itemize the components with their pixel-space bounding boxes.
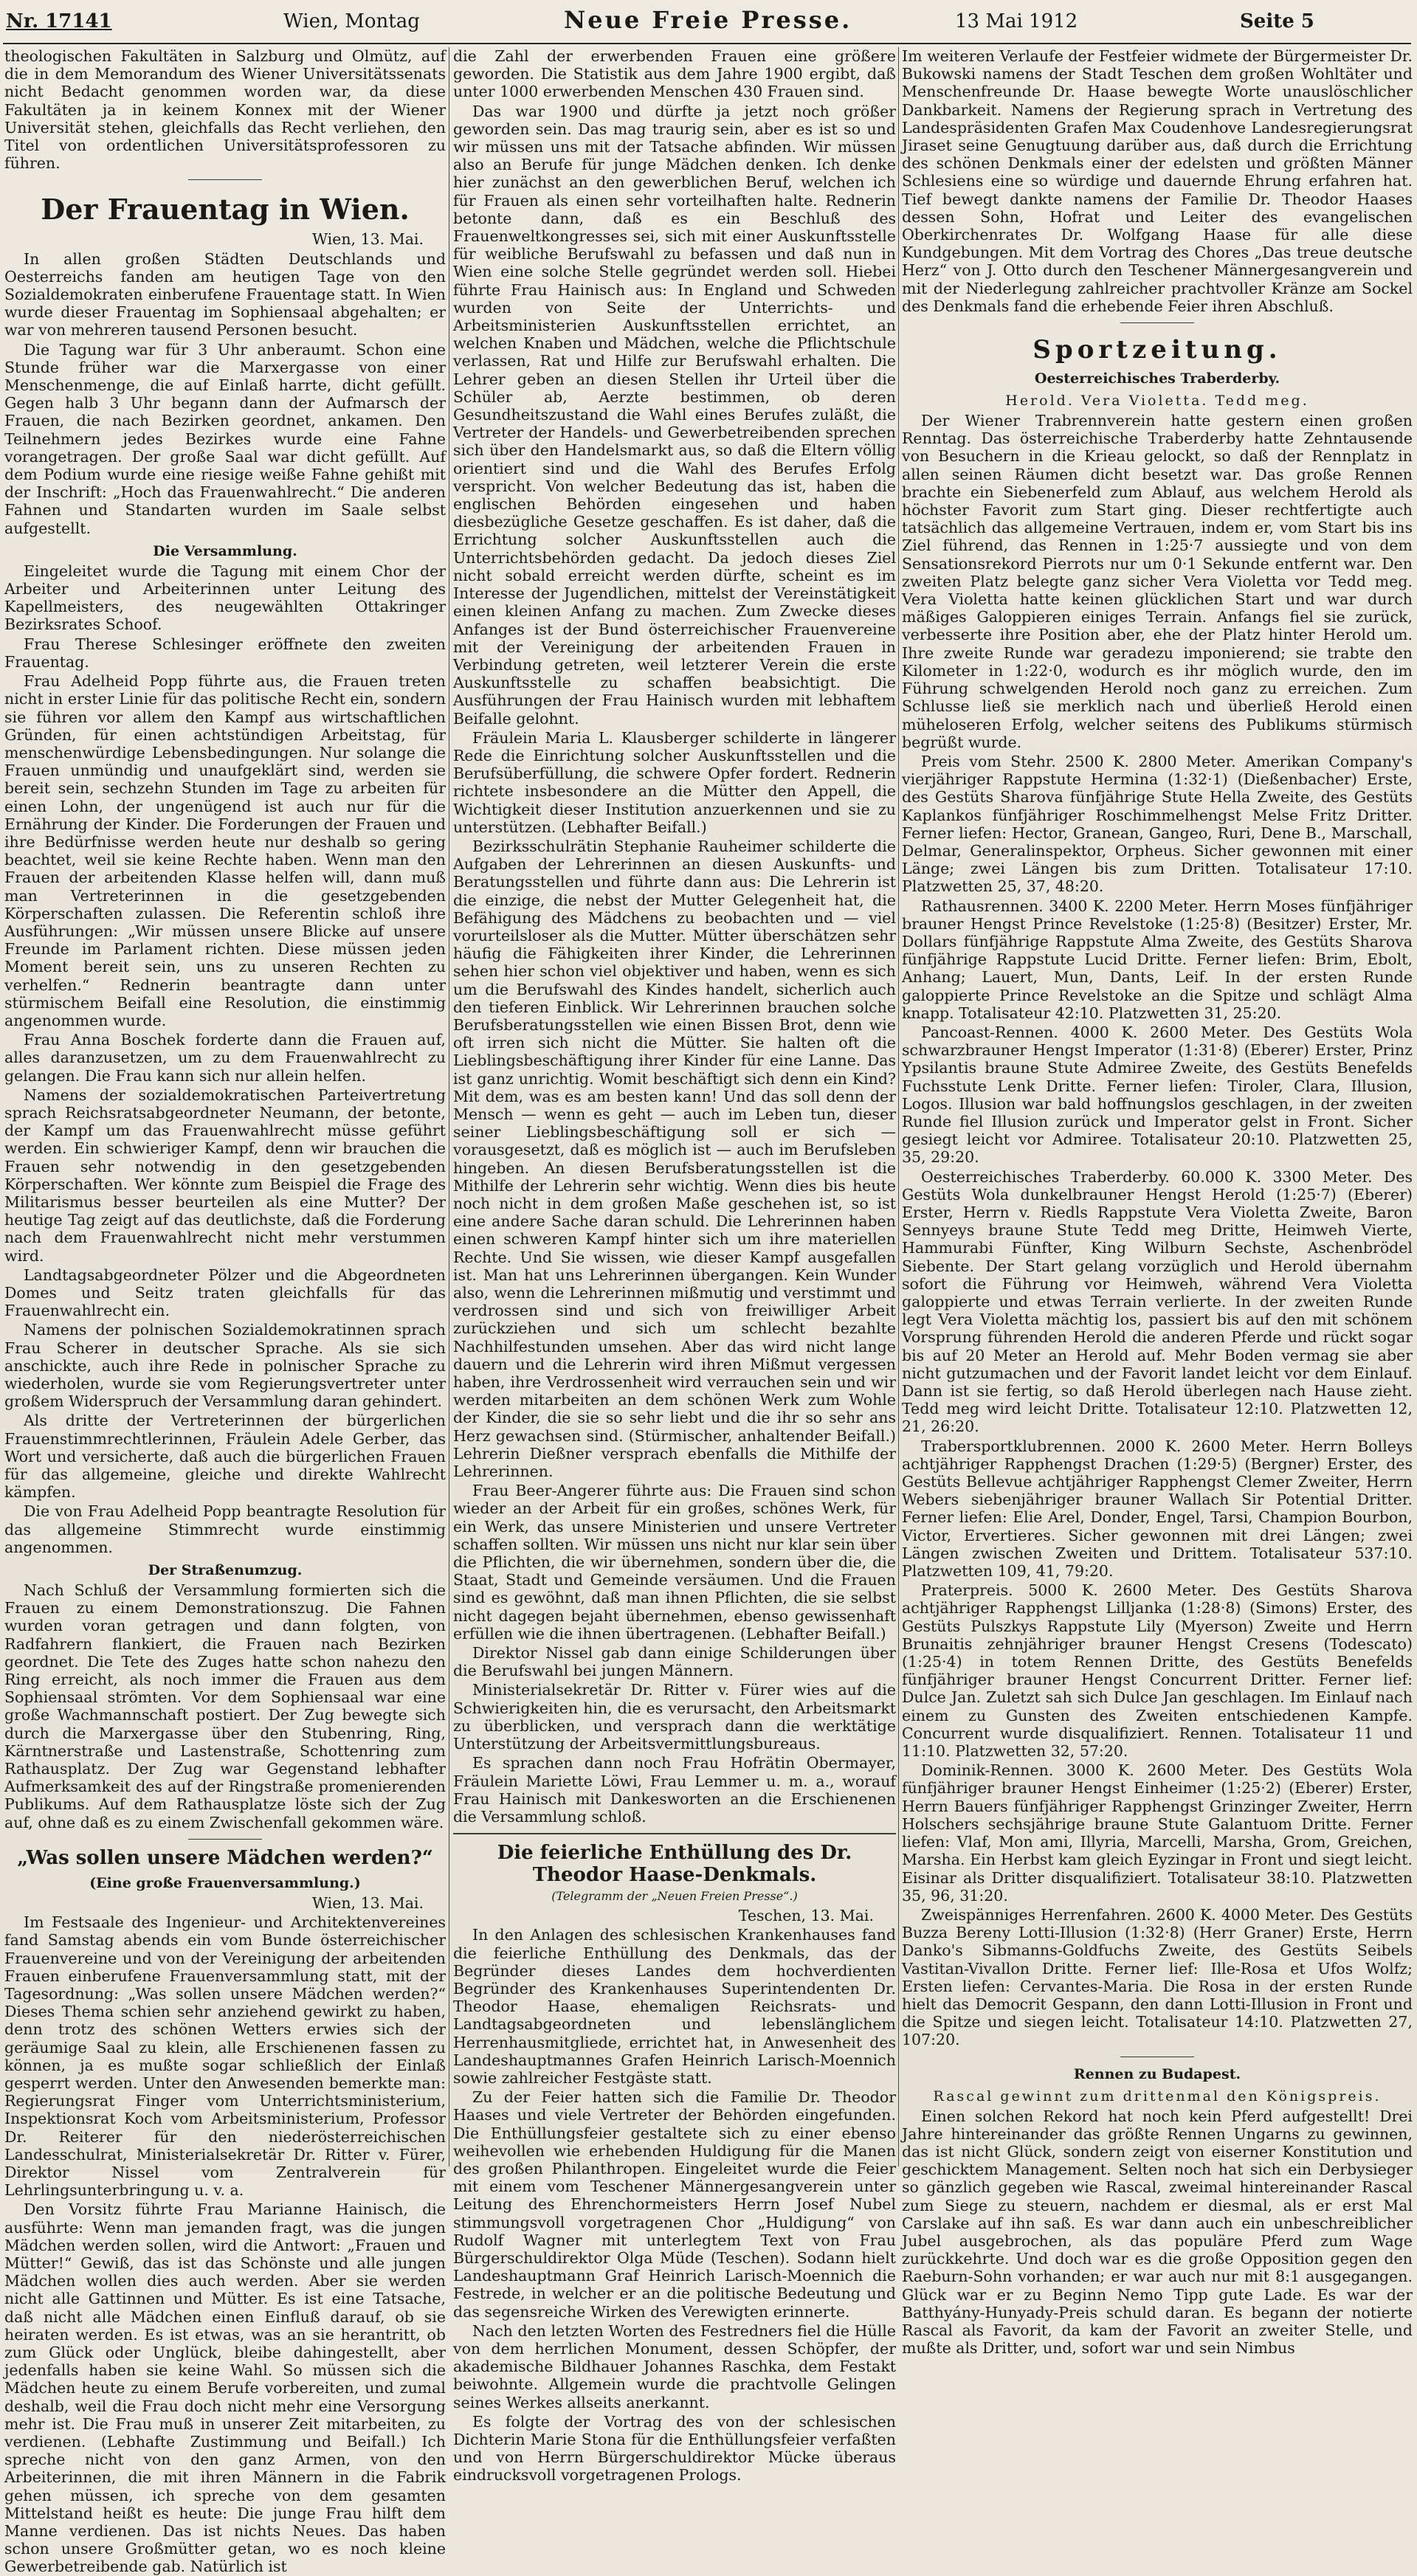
race-result: Zweispänniges Herrenfahren. 2600 K. 4000 Meter. Des Gestüts Buzza Bereny Lotti-Illusion (1:32·8) (Herr Graner) Erste, Herrn Danko's Sibmanns-Goldfuchs Zweite, des Gestüts Seibels Vastitan-Vivallon Dritte. Ferner lief: Ille-Rosa et Ufos Wolfz; Ersten liefen: Cervantes-Maria. Die Rosa in der ersten Runde hielt das Democrit Gespann, den dann Lotti-Illusion in Front und die Spitze und siegen leicht. Totalisateur 14:10. Platzwetten 27, 107:20. — [902, 1905, 1413, 2049]
dateline: Wien, 13. Mai. — [311, 230, 424, 249]
dateline: Teschen, 13. Mai. — [738, 1907, 874, 1925]
section-title-versammlung: Die Versammlung. — [153, 542, 297, 559]
paragraph: Ministerialsekretär Dr. Ritter v. Fürer wies auf die Schwierigkeiten hin, die es verursacht, den Arbeitsmarkt zu überblicken, und versprach dann die werktätige Unterstützung der Arbeitsvermittlungsbureaus. — [453, 1681, 896, 1753]
paragraph: Nach Schluß der Versammlung formierten sich die Frauen zu einem Demonstrationszug. Die Fahnen wurden voran getragen und dann folgten, von Radfahrern flankiert, die Frauen nach Bezirken geordnet. Die Tete des Zuges hatte schon nahezu den Ring erreicht, als noch immer die Frauen aus dem Sophiensaal strömten. Vor dem Sophiensaal war eine große Wachmannschaft postiert. Der Zug bewegte sich durch die Marxergasse über den Stubenring, Ring, Kärntnerstraße und Lastenstraße, Schottenring zum Rathausplatz. Der Zug war Gegenstand lebhafter Aufmerksamkeit des auf der Ringstraße promenierenden Publikums. Auf dem Rathausplatze löste sich der Zug auf, ohne daß es zu einem Zwischenfall gekommen wäre. — [4, 1581, 446, 1831]
race-result: Pancoast-Rennen. 4000 K. 2600 Meter. Des Gestüts Wola schwarzbrauner Hengst Imperator (1:31·8) (Eberer) Erster, Prinz Ypsilantis braune Stute Admiree Zweite, des Gestüts Benefelds Fuchsstute Lenk Dritte. Ferner liefen: Tiroler, Clara, Illusion, Logos. Illusion war bald hoffnungslos geschlagen, in der zweiten Runde fiel Illusion zurück und Imperator gelst in Front. Sicher gesiegt leicht vor Admiree. Totalisateur 20:10. Platzwetten 25, 35, 29:20. — [902, 1023, 1413, 1167]
race-result: Trabersportklubrennen. 2000 K. 2600 Meter. Herrn Bolleys achtjähriger Rapphengst Drachen (1:29·5) (Bergner) Erster, des Gestüts Bellevue achtjähriger Rapphengst Clemer Zweiter, Herrn Webers siebenjähriger brauner Wallach Sir Potential Dritter. Ferner liefen: Elie Arel, Donder, Engel, Tarsi, Champion Bourbon, Victor, Ervertieres. Sicher gewonnen mit drei Längen; zwei Längen zwischen Zweiten und Drittem. Totalisateur 537:10. Platzwetten 109, 41, 79:20. — [902, 1437, 1413, 1581]
paragraph: In allen großen Städten Deutschlands und Oesterreichs fanden am heutigen Tage von den Sozialdemokraten einberufene Frauentage statt. In Wien wurde dieser Frauentag im Sophiensaal abgehalten; er war von mehreren tausend Personen besucht. — [4, 249, 446, 339]
article-title-haase: Die feierliche Enthüllung des Dr. Theodor Haase-Denkmals. — [497, 1842, 852, 1887]
divider — [188, 1839, 262, 1840]
article-subtitle: Rascal gewinnt zum drittenmal den Königspreis. — [933, 2088, 1382, 2104]
paragraph: Als dritte der Vertreterinnen der bürgerlichen Frauenstimmrechtlerinnen, Fräulein Adele Gerber, das Wort und versicherte, daß auch die bürgerlichen Frauen für das allgemeine, gleiche und direkte Wahlrecht kämpfen. — [4, 1412, 446, 1502]
paragraph: Frau Adelheid Popp führte aus, die Frauen treten nicht in erster Linie für das politische Recht ein, sondern sie führen vor allem den Kampf aus wirtschaftlichen Gründen, für einen achtstündigen Arbeitstag, für menschenwürdige Lebensbedingungen. Nur solange die Frauen unmündig und unaufgeklärt sind, werden sie bereit sein, sechzehn Stunden im Tage zu arbeiten für einen Lohn, der ungenügend ist auch nur für die Ernährung der Kinder. Die Forderungen der Frauen und ihre Bedürfnisse werden heute nur deshalb so gering beachtet, weil sie keine Rechte haben. Wenn man den Frauen der arbeitenden Klasse helfen will, dann muß man Vertreterinnen in die gesetzgebenden Körperschaften zulassen. Die Referentin schloß ihre Ausführungen: „Wir müssen unsere Blicke auf unsere Freunde im Parlament richten. Diese müssen jeden Moment bereit sein, uns zu unseren Rechten zu verhelfen.“ Rednerin beantragte dann unter stürmischem Beifall eine Resolution, die einstimmig angenommen wurde. — [4, 672, 446, 1029]
paragraph: Zu der Feier hatten sich die Familie Dr. Theodor Haases und viele Vertreter der Behörden eingefunden. Die Enthüllungsfeier gestaltete sich zu einer ebenso weihevollen wie erhebenden Huldigung für die Manen des großen Philanthropen. Eingeleitet wurde die Feier mit einem vom Teschener Männergesangverein unter Leitung des Ehrenchormeisters Herrn Josef Nubel stimmungsvoll vorgetragenen Chor „Huldigung“ von Rudolf Wagner mit unterlegtem Text von Frau Bürgerschuldirektor Olga Müde (Teschen). Sodann hielt Landeshauptmann Graf Heinrich Larisch-Moennich die Festrede, in welcher er an die politische Bedeutung und das segensreiche Wirken des Verewigten erinnerte. — [453, 2088, 896, 2321]
horse-names: Herold. Vera Violetta. Tedd meg. — [1005, 393, 1309, 410]
section-title-strassenzug: Der Straßenumzug. — [148, 1562, 303, 1579]
column-2 — [453, 47, 896, 2485]
paragraph: Es folgte der Vortrag des von der schlesischen Dichterin Marie Stona für die Enthüllungsfeier verfaßten und von Herrn Bürgerschuldirektor Mücke überaus eindrucksvoll vorgetragenen Prologs. — [453, 2412, 896, 2485]
paragraph: Nach den letzten Worten des Festredners fiel die Hülle von dem herrlichen Monument, dessen Schöpfer, der akademische Bildhauer Johannes Raschka, dem Festakt beiwohnte. Allgemein wurde die prachtvolle Gelingen seines Werkes allseits anerkannt. — [453, 2321, 896, 2411]
paragraph: Im Festsaale des Ingenieur- und Architektenvereines fand Samstag abends ein vom Bunde österreichischer Frauenvereine und von der Vereinigung der arbeitenden Frauen einberufene Frauenversammlung statt, mit der Tagesordnung: „Was sollen unsere Mädchen werden?“ Dieses Thema schien sehr anziehend gewirkt zu haben, denn trotz des schönen Wetters erwies sich der geräumige Saal zu klein, alle Erschienenen fassen zu können, ja es mußte sogar schließlich der Einlaß gesperrt werden. Unter den Anwesenden bemerkte man: Regierungsrat Finger vom Unterrichtsministerium, Inspektionsrat Koch vom Arbeitsministerium, Professor Dr. Reiterer für den niederösterreichischen Landesschulrat, Ministerialsekretär Dr. Ritter v. Fürer, Direktor Nissel vom Zentralverein für Lehrlingsunterbringung u. v. a. — [4, 1913, 446, 2200]
column-1 — [4, 47, 446, 2576]
page-number: Seite 5 — [1240, 10, 1314, 32]
paragraph: Frau Beer-Angerer führte aus: Die Frauen sind schon wieder an der Arbeit für ein großes, schönes Werk, für ein Werk, das unsere Ministerien und unsere Vertreter schaffen sollten. Wir müssen uns nicht nur klar sein über die Pflichten, die wir übernehmen, sondern über die, die Staat, Stadt und Gemeinde versäumen. Und die Frauen sind es gewöhnt, daß man ihnen Pflichten, die sie selbst nicht dagegen bejaht übernehmen, ebenso gewissenhaft erfüllen wie die ihnen übertragenen. (Lebhafter Beifall.) — [453, 1482, 896, 1643]
article-subtitle: (Eine große Frauenversammlung.) — [89, 1874, 361, 1891]
paragraph: Landtagsabgeordneter Pölzer und die Abgeordneten Domes und Seitz traten gleichfalls für das Frauenwahlrecht ein. — [4, 1265, 446, 1320]
intro-paragraph: theologischen Fakultäten in Salzburg und Olmütz, auf die in dem Memorandum des Wiener Universitätssenats nicht Bedacht genommen worden war, da diese Fakultäten ja in keinem Konnex mit der Wiener Universität stehen, gleichfalls das Recht verliehen, den Titel von ordentlichen Universitätsprofessoren zu führen. — [4, 47, 446, 173]
race-result: Rathausrennen. 3400 K. 2200 Meter. Herrn Moses fünfjähriger brauner Hengst Prince Revelstoke (1:25·8) (Besitzer) Erster, Mr. Dollars fünfjährige Rappstute Alma Zweite, des Gestüts Sharova fünfjährige Rappstute Lucid Dritte. Ferner liefen: Brim, Ebolt, Anhang; Lauert, Mun, Dants, Leif. In der ersten Runde galoppierte Prince Revelstoke an die Spitze und schlägt Alma knapp. Totalisateur 42:10. Platzwetten 31, 25:20. — [902, 897, 1413, 1022]
article-title-maedchen: „Was sollen unsere Mädchen werden?“ — [17, 1846, 433, 1869]
article-title-frauentag: Der Frauentag in Wien. — [41, 193, 410, 227]
paragraph: Frau Anna Boschek forderte dann die Frauen auf, alles daranzusetzen, um zu dem Frauenwahlrecht zu gelangen. Die Frau kann sich nur allein helfen. — [4, 1031, 446, 1085]
dateline: Wien, 13. Mai. — [311, 1893, 424, 1912]
paragraph: Namens der sozialdemokratischen Parteivertretung sprach Reichsratsabgeordneter Neumann, der betonte, der Kampf um das Frauenwahlrecht müsse geführt werden. Ein schwieriger Kampf, denn wir brauchen die Frauen sehr notwendig in den gesetzgebenden Körperschaften. Wer könnte zum Beispiel die Frage des Militarismus besser beurteilen als eine Mutter? Der heutige Tag zeigt auf das deutlichste, daß die Forderung nach dem Frauenwahlrecht nicht mehr verstummen wird. — [4, 1085, 446, 1265]
masthead — [3, 0, 1411, 44]
paragraph: Es sprachen dann noch Frau Hofrätin Obermayer, Fräulein Mariette Löwi, Frau Lemmer u. m. a., worauf Frau Hainisch mit Dankesworten an die Erschienenen die Versammlung schloß. — [453, 1754, 896, 1826]
paragraph: In den Anlagen des schlesischen Krankenhauses fand die feierliche Enthüllung des Denkmals, das der Begründer dieses Landes dem hochverdienten Begründer des Krankenhauses Superintendenten Dr. Theodor Haase, ehemaligen Reichsrats- und Landtagsabgeordneten und lebenslänglichem Herrenhausmitgliede, errichtet hat, in Anwesenheit des Landeshauptmannes Grafen Heinrich Larisch-Moennich sowie zahlreicher Festgäste statt. — [453, 1926, 896, 2087]
divider — [188, 179, 262, 180]
paragraph: Die Tagung war für 3 Uhr anberaumt. Schon eine Stunde früher war die Marxergasse von einer Menschenmenge, die auf Einlaß harrte, dicht gefüllt. Gegen halb 3 Uhr begann dann der Aufmarsch der Frauen, die nach Bezirken geordnet, ankamen. Den Teilnehmern jedes Bezirkes wurde eine Fahne vorangetragen. Der große Saal war dicht gefüllt. Auf dem Podium wurde eine riesige weiße Fahne gehißt mit der Inschrift: „Hoch das Frauenwahlrecht.“ Die anderen Fahnen und Standarten wurden im Saale selbst aufgestellt. — [4, 340, 446, 537]
newspaper-title: Neue Freie Presse. — [564, 6, 852, 34]
divider — [1120, 322, 1194, 323]
paragraph: Die von Frau Adelheid Popp beantragte Resolution für das allgemeine Stimmrecht wurde einstimmig angenommen. — [4, 1502, 446, 1556]
paragraph: Einen solchen Rekord hat noch kein Pferd aufgestellt! Drei Jahre hintereinander das größte Rennen Ungarns zu gewinnen, das ist nicht Glück, sondern zeigt von eiserner Konstitution und geschicktem Management. Selten noch hat sich ein Derbysieger so gänzlich gegeben wie Rascal, zweimal hintereinander Rascal zum Siege zu steuern, nachdem er diesmal, als er erst Mal Carslake auf ihn saß. Es war dann auch ein unbeschreiblicher Jubel ausgebrochen, als das populäre Pferd zum Wage zurückkehrte. Und doch war es die große Opposition gegen den Raeburn-Sohn vorhanden; er war auch nur mit 8:1 ausgegangen. Glück war er zu Beginn Nemo Tipp gute Lade. Es war der Batthyány-Hunyady-Preis schuld daran. Es begann der notierte Rascal als Favorit, da kam der Favorit an zweiter Stelle, und mußte als Dritter, und, sofort war und sein Nimbus — [902, 2107, 1413, 2358]
place-weekday: Wien, Montag — [283, 10, 420, 32]
article-title-budapest: Rennen zu Budapest. — [1073, 2065, 1241, 2082]
article-title-traberderby: Oesterreichisches Traberderby. — [1034, 370, 1280, 387]
paragraph: Direktor Nissel gab dann einige Schilderungen über die Berufswahl bei jungen Männern. — [453, 1644, 896, 1680]
paragraph: Fräulein Maria L. Klausberger schilderte in längerer Rede die Einrichtung solcher Auskunftsstellen und die Berufsüberfüllung, die schwere Opfer fordert. Rednerin richtete insbesondere an die Mütter den Appell, die Wichtigkeit dieser Institution anzuerkennen und sie zu unterstützen. (Lebhafter Beifall.) — [453, 728, 896, 836]
column-rule — [898, 47, 899, 2166]
column-3 — [902, 47, 1413, 2358]
race-result: Oesterreichisches Traberderby. 60.000 K. 3300 Meter. Des Gestüts Wola dunkelbrauner Hengst Herold (1:25·7) (Eberer) Erster, Herrn v. Riedls Rappstute Vera Violetta Zweite, Baron Sennyeys braune Stute Tedd meg Dritte, Heimweh Vierte, Hammurabi Fünfter, King Wilburn Sechste, Aschenbrödel Siebente. Der Start gelang vorzüglich und Herold übernahm sofort die Führung vor Heimweh, während Vera Violetta galoppierte und etwas Terrain verlierte. In der zweiten Runde legt Vera Violetta mächtig los, passiert bis auf den mit schönem Vorsprung führenden Herold die anderen Pferde und rückt sogar bis auf 20 Meter an Herold auf. Mehr Boden vermag sie aber nicht gutzumachen und der Favorit landet leicht vor dem Einlauf. Dann ist sie fertig, so daß Herold überlegen nach Hause zieht. Tedd meg wird leicht Dritte. Totalisateur 12:10. Platzwetten 12, 21, 26:20. — [902, 1167, 1413, 1436]
race-result: Dominik-Rennen. 3000 K. 2600 Meter. Des Gestüts Wola fünfjähriger brauner Hengst Einheimer (1:25·2) (Eberer) Erster, Herrn Bauers fünfjähriger Rapphengst Grinzinger Zweiter, Herrn Holschers sechsjährige braune Stute Galantuom Dritte. Ferner liefen: Vlaf, Mon ami, Illyria, Marcelli, Marsha, Grom, Greichen, Marsha. Ein Herbst kam gleich Eyzingar in Front und siegt leicht. Eisinar als Dritter disqualifiziert. Totalisateur 38:10. Platzwetten 35, 96, 31:20. — [902, 1761, 1413, 1905]
paragraph: Frau Therese Schlesinger eröffnete den zweiten Frauentag. — [4, 635, 446, 671]
race-result: Praterpreis. 5000 K. 2600 Meter. Des Gestüts Sharova achtjähriger Rapphengst Lilljanka (1:28·8) (Simons) Erster, des Gestüts Pulszkys Rappstute Lily (Myerson) Zweite und Herrn Brunaitis zehnjähriger brauner Hengst Cresens (Todescato) (1:25·4) in totem Rennen Dritte, des Gestüts Benefelds fünfjähriger brauner Hengst Concurrent Dritter. Ferner lief: Dulce Jan. Zuletzt sah sich Dulce Jan geschlagen. Im Einlauf nach einem zu Gunsten des Zweiten entschiedenen Kampfe. Concurrent wurde disqualifiziert. Rennen. Totalisateur 11 und 11:10. Platzwetten 32, 57:20. — [902, 1581, 1413, 1761]
race-result: Preis vom Stehr. 2500 K. 2800 Meter. Amerikan Company's vierjähriger Rappstute Hermina (1:32·1) (Dießenbacher) Erste, des Gestüts Sharova fünfjährige Stute Hella Zweite, des Gestüts Kaplankos fünfjähriger Roschimmelhengst Melse Fritz Dritter. Ferner liefen: Hector, Granean, Gangeo, Ruri, Dene B., Marschall, Delmar, Generalinspektor, Orpheus. Sicher gewonnen mit einer Länge; zwei Längen bis zum Dritten. Totalisateur 17:10. Platzwetten 25, 37, 48:20. — [902, 752, 1413, 896]
issue-date: 13 Mai 1912 — [955, 10, 1078, 32]
paragraph: Eingeleitet wurde die Tagung mit einem Chor der Arbeiter und Arbeiterinnen unter Leitung des Kapellmeisters, des neugewählten Ottakringer Bezirksrates Schoof. — [4, 562, 446, 634]
paragraph: Bezirksschulrätin Stephanie Rauheimer schilderte die Aufgaben der Lehrerinnen an diesen Auskunfts- und Beratungsstellen und führte dann aus: Die Lehrerin ist die einzige, die nebst der Mutter Gelegenheit hat, die Befähigung des Mädchens zu beobachten und — viel vorurteilsloser als die Mutter. Mütter überschätzen sehr häufig die Fähigkeiten ihrer Kinder, die Lehrerinnen sehen hier schon viel objektiver und haben, wenn es sich um die Berufswahl des Kindes handelt, sicherlich auch den tieferen Einblick. Wir Lehrerinnen brauchen solche Berufsberatungsstellen wie einen Bissen Brot, denn wie oft irren sich nicht die Mütter. Sie halten oft die Lieblingsbeschäftigung ihrer Kinder für eine Lanne. Das ist ganz unrichtig. Womit beschäftigt sich denn ein Kind? Mit dem, was es am besten kann! Und das soll denn der Mensch — wenn es geht — auch im Leben tun, dieser seiner Lieblingsbeschäftigung soll er sich — vorausgesetzt, daß es möglich ist — auch im Berufsleben hingeben. An diesen Berufsberatungsstellen ist die Mithilfe der Lehrerin sehr wichtig. Wenn dies bis heute noch nicht in dem großen Maße geschehen ist, so ist eine andere Sache daran schuld. Die Lehrerinnen haben einen schweren Kampf hinter sich um ihre materiellen Rechte. Und Sie wissen, wie dieser Kampf ausgefallen ist. Man hat uns Lehrerinnen übergangen. Kein Wunder also, wenn die Lehrerinnen mißmutig und verstimmt und verdrossen sind und sich von freiwilliger Arbeit zurückziehen und sich um schlecht bezahlte Nachhilfestunden umsehen. Aber das wird nicht lange dauern und die Lehrerin wird ihren Mißmut vergessen haben, ihre Verdrossenheit wird verrauchen sein und wir werden mitarbeiten an dem schönen Werk zum Wohle der Kinder, die sie so sehr liebt und die ihr so sehr ans Herz gewachsen sind. (Stürmischer, anhaltender Beifall.) Lehrerin Dießner versprach ebenfalls die Mithilfe der Lehrerinnen. — [453, 837, 896, 1481]
issue-number: Nr. 17141 — [6, 10, 112, 32]
paragraph: Namens der polnischen Sozialdemokratinnen sprach Frau Scherer in deutscher Sprache. Als sie sich anschickte, auch ihre Rede in polnischer Sprache zu wiederholen, wurde sie vom Regierungsvertreter unter großem Widerspruch der Versammlung daran gehindert. — [4, 1321, 446, 1411]
paragraph: Das war 1900 und dürfte ja jetzt noch größer geworden sein. Das mag traurig sein, aber es ist so und wir müssen uns mit der Tatsache abfinden. Wir müssen also an Berufe für junge Mädchen denken. Ich denke hier zunächst an den gewerblichen Beruf, welchen ich für Frauen als einen sehr vorteilhaften halte. Rednerin betonte dann, daß es ein Beschluß des Frauenweltkongresses sei, sich mit einer Auskunftsstelle für weibliche Berufswahl zu befassen und daß nun in Wien eine solche Stelle gegründet werden soll. Hiebei führte Frau Hainisch aus: In England und Schweden wurden von Seite der Unterrichts- und Arbeitsministerien Auskunftsstellen errichtet, an welchen Knaben und Mädchen, welche die Pflichtschule verlassen, Rat und Hilfe zur Berufswahl erhalten. Die Lehrer geben an diesen Stellen ihr Urteil über die Schüler ab, Aerzte bestimmen, ob deren Gesundheitszustand die Wahl eines Berufes zuläßt, die Vertreter der Handels- und Gewerbetreibenden sprechen sich über den Handelsmarkt aus, so daß die Eltern völlig orientiert sind und die Wahl des Berufes Erfolg verspricht. Von welcher Bedeutung das ist, haben die englischen Behörden eingesehen und haben diesbezügliche Gesetze geschaffen. Es ist daher, daß die Errichtung solcher Auskunftsstellen auch die Unterrichtsbehörden gedacht. Da jedoch dieses Ziel nicht sobald erreicht werden dürfte, scheint es im Interesse der Jugendlichen, mittelst der Vereinstätigkeit einen kleinen Anfang zu machen. Zum Zwecke dieses Anfanges ist der Bund österreichischer Frauenvereine mit der Vereinigung der arbeitenden Frauen in Verbindung getreten, weil letzterer Verein die erste Auskunftsstelle zu schaffen beabsichtigt. Die Ausführungen der Frau Hainisch wurden mit lebhaftem Beifalle gelohnt. — [453, 102, 896, 728]
paragraph: Der Wiener Trabrennverein hatte gestern einen großen Renntag. Das österreichische Traberderby hatte Zehntausende von Besuchern in die Krieau gelockt, so daß der Rennplatz in allen seinen Räumen dicht besetzt war. Das große Rennen brachte ein Siebenerfeld zum Ablauf, aus welchem Herold als höchster Favorit zum Start ging. Dieser rechtfertigte auch tatsächlich das allgemeine Vertrauen, indem er, vom Start bis ins Ziel führend, das Rennen in 1:25·7 aussiegte und von dem Sensationsrekord Pierrots nur um 0·1 Sekunde entfernt war. Den zweiten Platz belegte ganz sicher Vera Violetta vor Tedd meg. Vera Violetta hatte keinen glücklichen Start und war durch mäßiges Galoppieren einiges Terrain. Anfangs fiel sie zurück, verbesserte ihre Position aber, ehe der Platz hinter Herold um. Ihre zweite Runde war geradezu imponierend; sie trabte den Kilometer in 1:22·0, wodurch es ihr möglich wurde, den im Führung schwelgenden Herold noch ganz zu erreichen. Zum Schlusse ließ sie merklich nach und überließ Herold einen müheloseren Erfolg, welcher seitens des Publikums stürmisch begrüßt wurde. — [902, 412, 1413, 751]
divider — [453, 1833, 896, 1834]
telegram-note: (Telegramm der „Neuen Freien Presse“.) — [551, 1889, 798, 1904]
paragraph: Im weiteren Verlaufe der Festfeier widmete der Bürgermeister Dr. Bukowski namens der Stadt Teschen dem großen Wohltäter und Menschenfreunde Dr. Haase bewegte Worte unauslöschlicher Dankbarkeit. Namens der Regierung sprach in Vertretung des Landespräsidenten Grafen Max Coudenhove Landesregierungsrat Jiraset seine Genugtuung darüber aus, daß durch die Errichtung des schönen Denkmals einer der edelsten und größten Männer Schlesiens eine so würdige und dauernde Ehrung erfahren hat. Tief bewegt dankte namens der Familie Dr. Theodor Haases dessen Sohn, Hofrat und Leiter des evangelischen Oberkirchenrates Dr. Wolfgang Haase für alle diese Kundgebungen. Mit dem Vortrag des Chores „Das treue deutsche Herz“ von J. Otto durch den Teschener Männergesangverein und mit der Niederlegung zahlreicher prachtvoller Kränze am Sockel des Denkmals fand die erhebende Feier ihren Abschluß. — [902, 47, 1413, 315]
paragraph: Den Vorsitz führte Frau Marianne Hainisch, die ausführte: Wenn man jemanden fragt, was die jungen Mädchen werden sollen, wird die Antwort: „Frauen und Mütter!“ Gewiß, das ist das Schönste und alle jungen Mädchen wollen dies auch werden. Aber sie werden nicht alle Gattinnen und Mütter. Es ist eine Tatsache, daß nicht alle Mädchen einen Einfluß darauf, ob sie heiraten werden. Es ist etwas, was an sie herantritt, ob zum Glück oder Unglück, bleibe dahingestellt, aber jedenfalls haben sie keine Wahl. So müssen sich die Mädchen heute zu einem Berufe vorbereiten, und zumal deshalb, weil die Frau doch nicht mehr eine Versorgung mehr ist. Die Frau muß in unserer Zeit mitarbeiten, zu verdienen. (Lebhafte Zustimmung und Beifall.) Ich spreche nicht von den ganz Armen, von den Arbeiterinnen, die mit ihren Männern in die Fabrik gehen müssen, ich spreche von dem gesamten Mittelstand heißt es heute: Die junge Frau hilft dem Manne verdienen. Das ist nichts Neues. Das haben schon unsere Großmütter getan, wo es noch kleine Gewerbetreibende gab. Natürlich ist — [4, 2200, 446, 2576]
section-title-sportzeitung: Sportzeitung. — [1032, 335, 1282, 365]
paragraph: die Zahl der erwerbenden Frauen eine größere geworden. Die Statistik aus dem Jahre 1900 ergibt, daß unter 1000 erwerbenden Menschen 430 Frauen sind. — [453, 47, 896, 101]
